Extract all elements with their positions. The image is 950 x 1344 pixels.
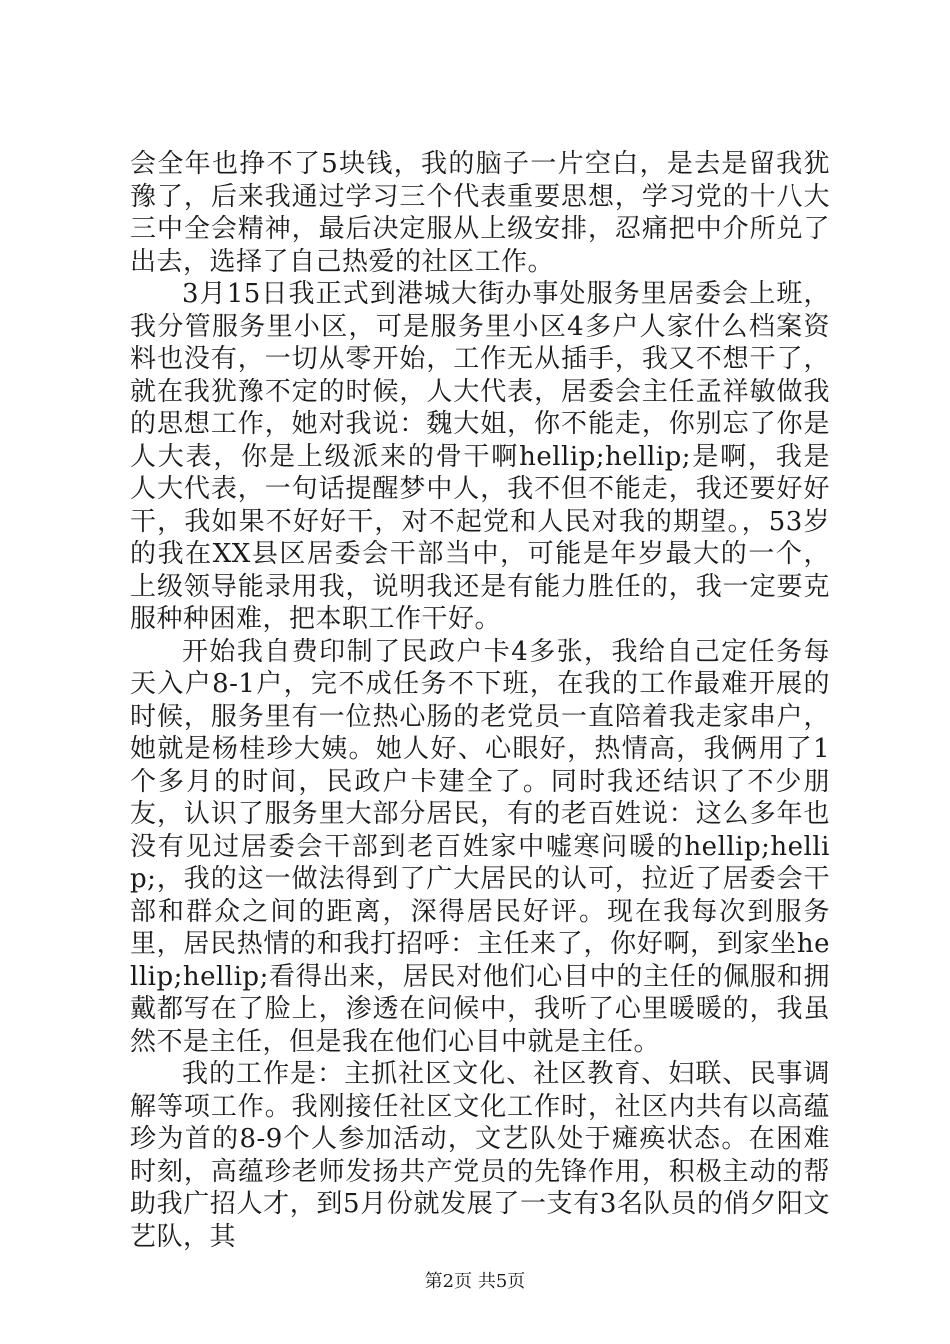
paragraph-4: 我的工作是：主抓社区文化、社区教育、妇联、民事调解等项工作。我刚接任社区文化工作时，社区内共有以高蕴珍为首的8-9个人参加活动，文艺队处于瘫痪状态。在困难时刻，高蕴珍老师发扬共产党员的先锋作用，积极主动的帮助我广招人才，到5月份就发展了一支有3名队员的俏夕阳文艺队，其: [130, 1059, 830, 1252]
page-number-footer: 第2页 共5页: [424, 1271, 526, 1292]
paragraph-3: 开始我自费印制了民政户卡4多张，我给自己定任务每天入户8-1户，完不成任务不下班，在我的工作最难开展的时候，服务里有一位热心肠的老党员一直陪着我走家串户，她就是杨桂珍大姨。她人好、心眼好，热情高，我俩用了1个多月的时间，民政户卡建全了。同时我还结识了不少朋友，认识了服务里大部分居民，有的老百姓说：这么多年也没有见过居委会干部到老百姓家中嘘寒问暖的hellip;hellip;，我的这一做法得到了广大居民的认可，拉近了居委会干部和群众之间的距离，深得居民好评。现在我每次到服务里，居民热情的和我打招呼：主任来了，你好啊，到家坐hellip;hellip;看得出来，居民对他们心目中的主任的佩服和拥戴都写在了脸上，渗透在问候中，我听了心里暖暖的，我虽然不是主任，但是我在他们心目中就是主任。: [130, 636, 830, 1057]
paragraph-2: 3月15日我正式到港城大街办事处服务里居委会上班，我分管服务里小区，可是服务里小区4多户人家什么档案资料也没有，一切从零开始，工作无从插手，我又不想干了，就在我犹豫不定的时候，人大代表，居委会主任孟祥敏做我的思想工作，她对我说：魏大姐，你不能走，你别忘了你是人大表，你是上级派来的骨干啊hellip;hellip;是啊，我是人大代表，一句话提醒梦中人，我不但不能走，我还要好好干，我如果不好好干，对不起党和人民对我的期望。，53岁的我在XX县区居委会干部当中，可能是年岁最大的一个，上级领导能录用我，说明我还是有能力胜任的，我一定要克服种种困难，把本职工作干好。: [130, 279, 830, 634]
document-body: [130, 148, 830, 1253]
paragraph-1: 会全年也挣不了5块钱，我的脑子一片空白，是去是留我犹豫了，后来我通过学习三个代表重要思想，学习党的十八大三中全会精神，最后决定服从上级安排，忍痛把中介所兑了出去，选择了自己热爱的社区工作。: [130, 149, 830, 277]
